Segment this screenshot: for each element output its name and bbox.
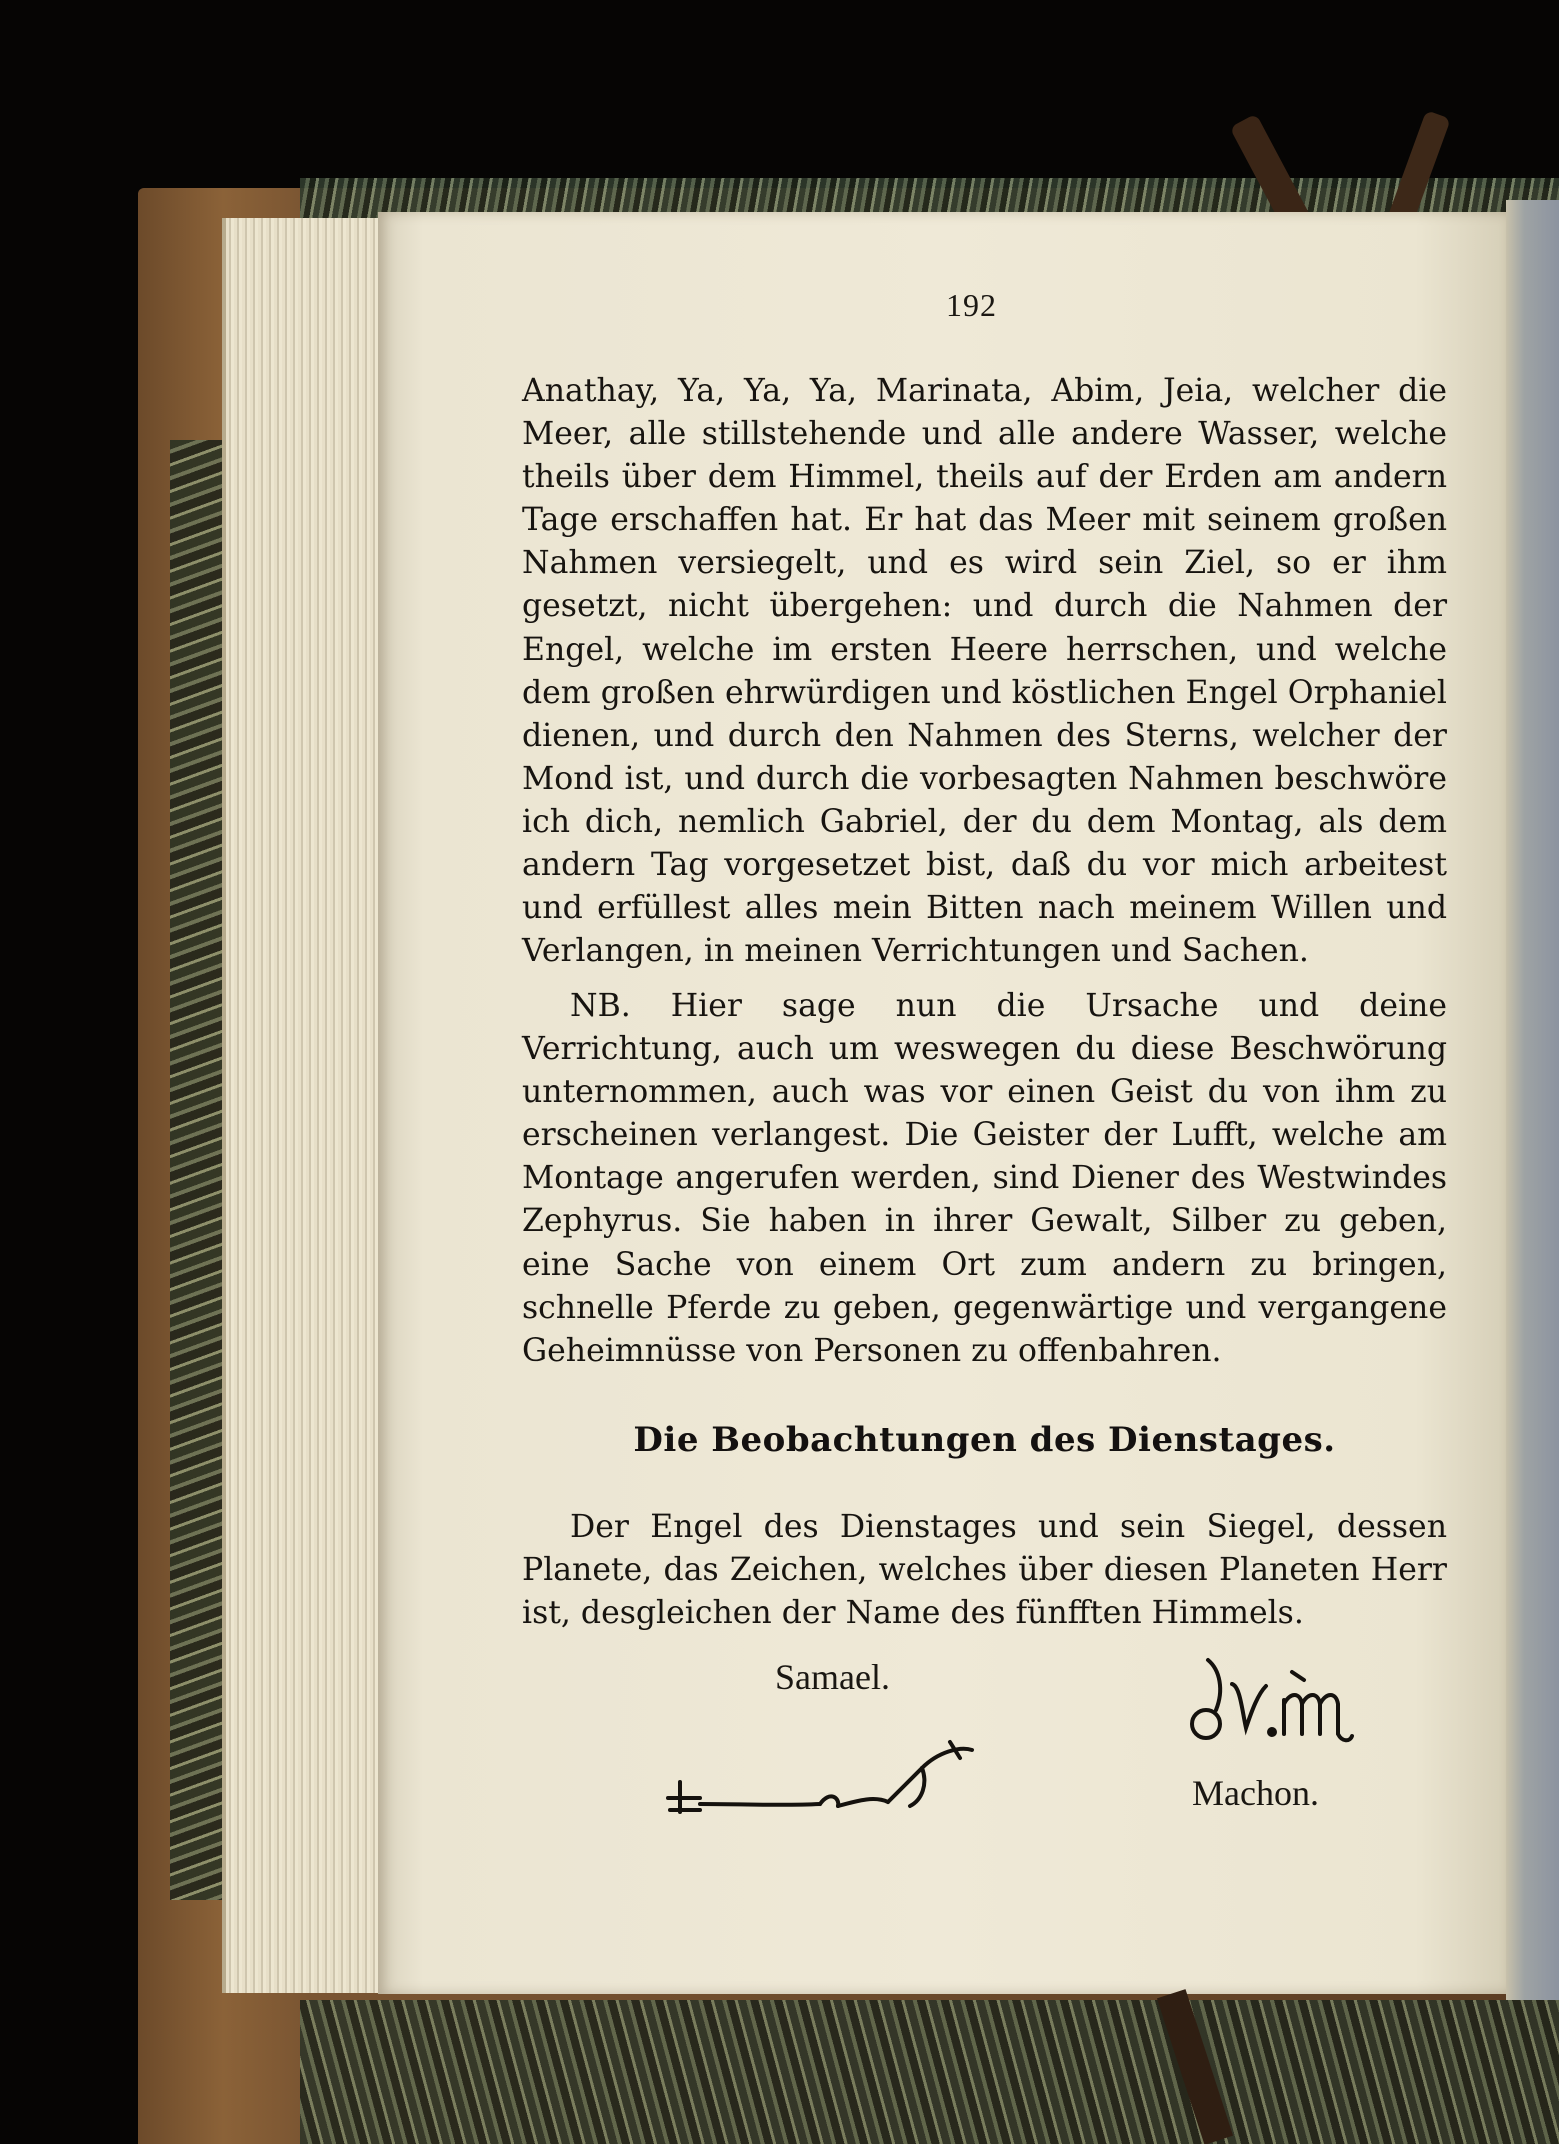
marbled-edge-bottom	[300, 2000, 1559, 2144]
heaven-name-label: Machon.	[1192, 1773, 1319, 1813]
facing-page-edge	[1506, 200, 1559, 2000]
angel-name-label: Samael.	[775, 1657, 890, 1697]
planet-sign-icon	[1180, 1650, 1360, 1760]
marbled-edge-left	[170, 440, 230, 1900]
section-heading: Die Beobachtungen des Dienstages.	[633, 1420, 1336, 1460]
paragraph-nota-bene: NB. Hier sage nun die Ursache und deine Verrichtung, auch um weswegen du diese Beschwörung unternommen, auch was vor einen Geist du von ihm zu erscheinen verlangest. Die Geister der Lufft, welche am Montage angerufen werden, sind Diener des Westwindes Zephyrus. Sie haben in ihrer Gewalt, Silber zu geben, eine Sache von einem Ort zum andern zu bringen, schnelle Pferde zu geben, gegenwärtige und vergangene Geheimnüsse von Personen zu offenbahren.	[522, 988, 1447, 1369]
page-stack	[222, 218, 386, 1993]
page-number: 192	[946, 287, 997, 323]
samael-seal-icon	[660, 1720, 1000, 1820]
paragraph-tuesday-angel: Der Engel des Dienstages und sein Siegel, dessen Planete, das Zeichen, welches über diesen Planeten Herr ist, desgleichen der Name des fünfften Himmels.	[522, 1509, 1447, 1632]
paragraph-invocation: Anathay, Ya, Ya, Ya, Marinata, Abim, Jeia, welcher die Meer, alle stillstehende und alle andere Wasser, welche theils über dem Himmel, theils auf der Erden am andern Tage erschaffen hat. Er hat das Meer mit seinem großen Nahmen versiegelt, und es wird sein Ziel, so er ihm gesetzt, nicht übergehen: und durch die Nahmen der Engel, welche im ersten Heere herrschen, und welche dem großen ehrwürdigen und köstlichen Engel Orphaniel dienen, und durch den Nahmen des Sterns, welcher der Mond ist, und durch die vorbesagten Nahmen beschwöre ich dich, nemlich Gabriel, der du dem Montag, als dem andern Tag vorgesetzet bist, daß du vor mich arbeitest und erfüllest alles mein Bitten nach meinem Willen und Verlangen, in meinen Verrichtungen und Sachen.	[522, 373, 1447, 970]
